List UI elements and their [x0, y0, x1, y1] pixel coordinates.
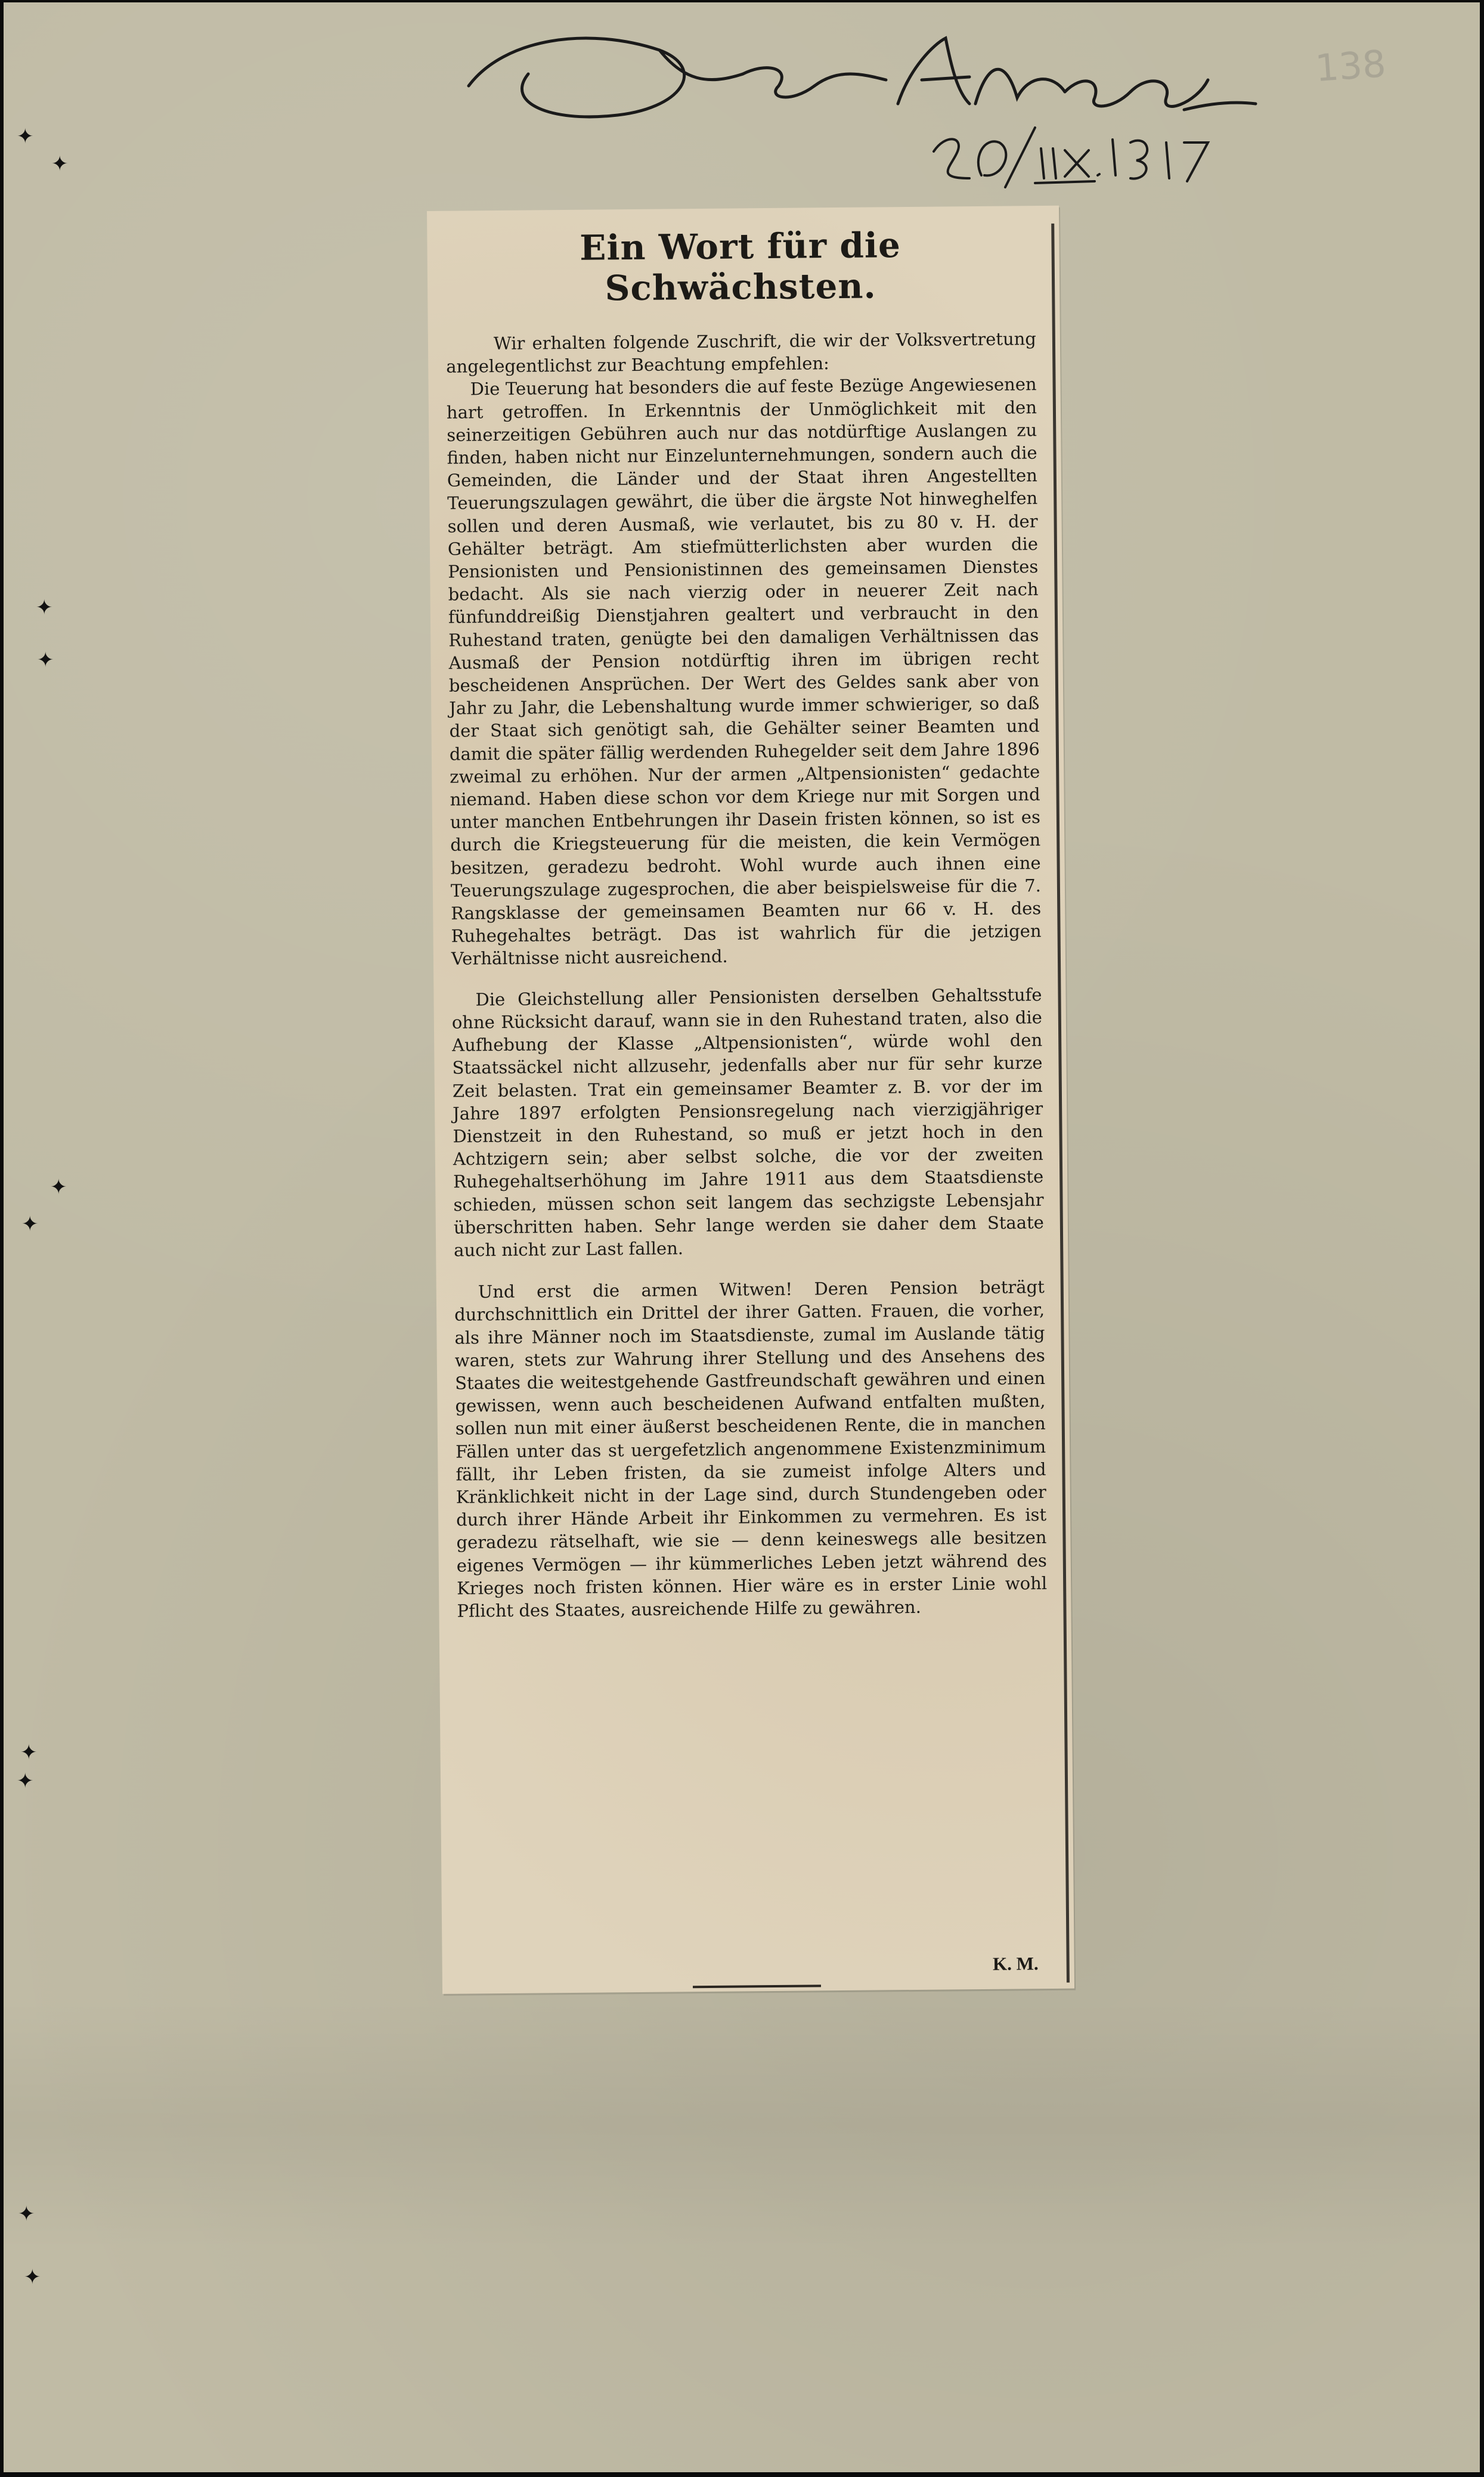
article-paragraph: Die Gleichstellung aller Pensionisten derselben Gehaltsstufe ohne Rücksicht darauf, wann sie in den Ruhestand traten, also die Aufhebung der Klasse „Altpensionisten“, würde wohl den Staatssäckel nicht allzusehr, jedenfalls aber nur für sehr kurze Zeit belasten. Trat ein gemeinsamer Beamter z. B. vor der im Jahre 1897 erfolgten Pensionsregelung nach vierzigjähriger Dienstzeit in den Ruhestand, so muß er jetzt hoch in den Achtzigern sein; aber selbst solche, die vor der zweiten Ruhegehaltserhöhung im Jahre 1911 aus dem Staatsdienste schieden, müssen schon seit langem das sechzigste Lebensjahr überschritten haben. Sehr lange werden sie daher dem Staate auch nicht zur Last fallen.	[451, 984, 1044, 1261]
article-intro: Wir erhalten folgende Zuschrift, die wir der Volksvertretung angelegentlichst zur Beachtung empfehlen:	[446, 329, 1037, 377]
punch-hole-icon	[50, 1182, 61, 1193]
newspaper-clipping	[427, 206, 1074, 1994]
punch-hole-icon	[17, 1776, 27, 1786]
punch-hole-icon	[17, 131, 27, 142]
punch-hole-icon	[18, 2209, 29, 2219]
article-headline: Ein Wort für die Schwächsten.	[579, 225, 901, 309]
punch-hole-icon	[24, 2272, 35, 2283]
punch-hole-icon	[37, 655, 48, 665]
punch-hole-icon	[51, 159, 62, 169]
punch-hole-icon	[20, 1747, 31, 1758]
article-signature: K. M.	[992, 1953, 1039, 1974]
handwritten-annotation	[433, 14, 1268, 205]
punch-hole-icon	[36, 602, 47, 613]
archive-board	[4, 2, 1480, 2472]
closing-rule	[693, 1984, 821, 1988]
punch-hole-icon	[21, 1219, 32, 1230]
handwritten-date	[922, 122, 1256, 199]
article-paragraph: Und erst die armen Witwen! Deren Pension beträgt durchschnittlich ein Drittel der ihrer Gatten. Frauen, die vorher, als ihre Männer noch im Staatsdienste, zumal im Auslande tätig waren, stets zur Wahrung ihrer Stellung und des Ansehens des Staates die weitestgehende Gastfreundschaft gewähren und einen gewissen, wenn auch bescheidenen Aufwand entfalten mußten, sollen nun mit einer äußerst bescheidenen Rente, die in manchen Fällen unter das st uergefetzlich angenommene Existenzminimum fällt, ihr Leben fristen, da sie zumeist infolge Alters und Kränklichkeit nicht in der Lage sind, durch Stundengeben oder durch ihrer Hände Arbeit ihr Einkommen zu vermehren. Es ist geradezu rätselhaft, wie sie — denn keineswegs alle besitzen eigenes Vermögen — ihr kümmerliches Leben jetzt während des Krieges noch fristen können. Hier wäre es in erster Linie wohl Pflicht des Staates, ausreichende Hilfe zu gewähren.	[454, 1277, 1048, 1621]
article-paragraph: Die Teuerung hat besonders die auf feste Bezüge Angewiesenen hart getroffen. In Erkenntnis der Unmöglichkeit mit den seinerzeitigen Gebühren auch nur das notdürftige Auslangen zu finden, haben nicht nur Einzelunternehmungen, sondern auch die Gemeinden, die Länder und der Staat ihren Angestellten Teuerungszulagen gewährt, die über die ärgste Not hinweghelfen sollen und deren Ausmaß, wie verlautet, bis zu 80 v. H. der Gehälter beträgt. Am stiefmütterlichsten aber wurden die Pensionisten und Pensionistinnen des gemeinsamen Dienstes bedacht. Als sie nach vierzig oder in neuerer Zeit nach fünfunddreißig Dienstjahren gealtert und verbraucht in den Ruhestand traten, genügte bei den damaligen Verhältnissen das Ausmaß der Pension notdürftig ihren im übrigen recht bescheidenen Ansprüchen. Der Wert des Geldes sank aber von Jahr zu Jahr, die Lebenshaltung wurde immer schwieriger, so daß der Staat sich genötigt sah, die Gehälter seiner Beamten und damit die später fällig werdenden Ruhegelder seit dem Jahre 1896 zweimal zu erhöhen. Nur der armen „Altpensionisten“ gedachte niemand. Haben diese schon vor dem Kriege nur mit Sorgen und unter manchen Entbehrungen ihr Dasein fristen können, so ist es durch die Kriegsteuerung für die meisten, die kein Vermögen besitzen, geradezu bedroht. Wohl wurde auch ihnen eine Teuerungszulage zugesprochen, die aber beispielsweise für die 7. Rangsklasse der gemeinsamen Beamten nur 66 v. H. des Ruhegehaltes beträgt. Das ist wahrlich für die jetzigen Verhältnisse nicht ausreichend.	[446, 374, 1042, 970]
archive-number: 138	[1313, 41, 1387, 91]
